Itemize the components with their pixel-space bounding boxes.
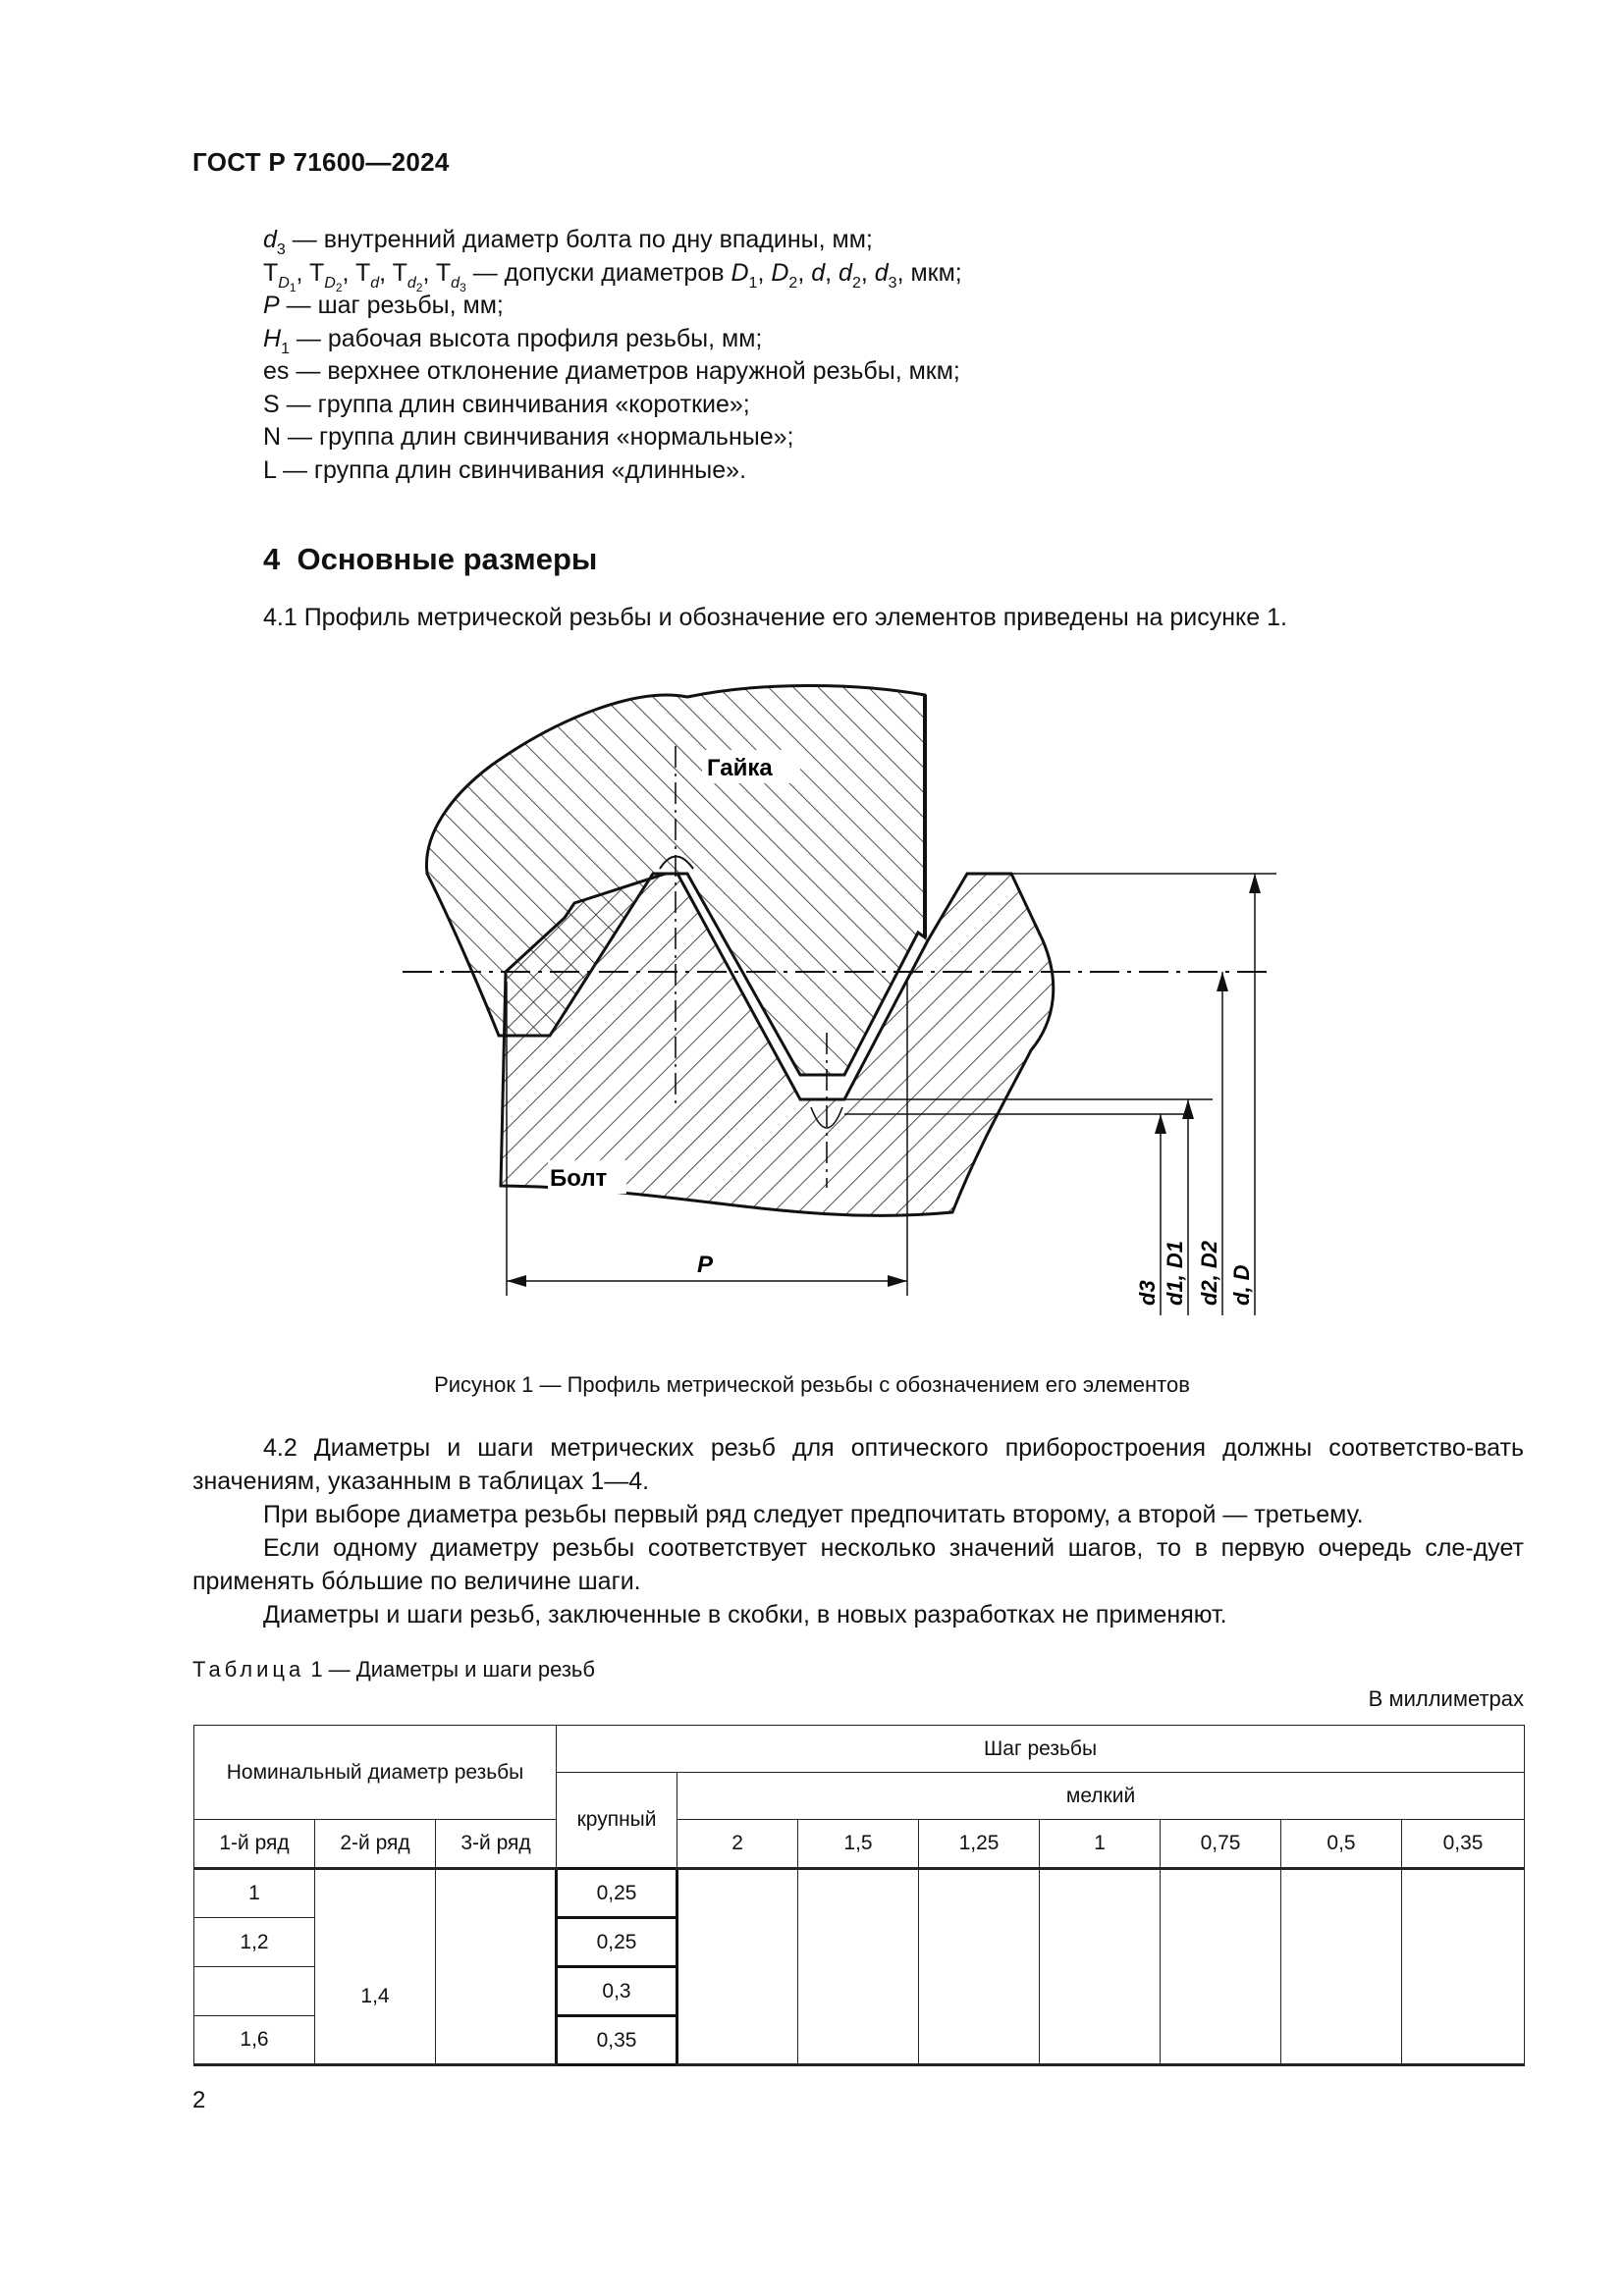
pitch-label: P [697, 1252, 714, 1278]
nut-label: Гайка [707, 755, 773, 781]
header-fine-pitch: 2 [677, 1820, 798, 1869]
header-fine-pitch: 0,75 [1161, 1820, 1281, 1869]
legend-text: допуски диаметров [504, 258, 725, 287]
legend-text: группа длин свинчивания «короткие»; [317, 390, 750, 418]
paragraph: При выборе диаметра резьбы первый ряд следует предпочитать второму, а второй — третьему. [263, 1501, 1364, 1528]
legend-line-p: P — шаг резьбы, мм; [263, 292, 504, 319]
header-fine-pitch: 0,35 [1402, 1820, 1525, 1869]
header-coarse: крупный [557, 1773, 677, 1869]
page-number: 2 [192, 2087, 206, 2113]
diameters-pitches-table [193, 1725, 1525, 2066]
header-fine-pitch: 1 [1040, 1820, 1161, 1869]
legend-text: верхнее отклонение диаметров наружной резьбы, мкм; [327, 357, 960, 385]
header-nominal-diameter: Номинальный диаметр резьбы [194, 1726, 557, 1820]
legend-text: рабочая высота профиля резьбы, мм; [327, 324, 763, 352]
paragraph: Диаметры и шаги резьб, заключенные в скобки, в новых разработках не применяют. [263, 1601, 1227, 1629]
header-fine: мелкий [677, 1773, 1525, 1820]
header-pitch: Шаг резьбы [557, 1726, 1525, 1773]
document-header: ГОСТ Р 71600—2024 [192, 147, 450, 177]
paragraph: Если одному диаметру резьбы соответствует несколько значений шагов, то в первую очередь сле-дует применять бóльшие по величине шаги. [192, 1534, 1524, 1595]
table-units: В миллиметрах [1368, 1686, 1524, 1711]
legend-line-h1: $H_1$ — рабочая высота профиля резьбы, мм; [263, 324, 763, 357]
header-row-3: 3-й ряд [436, 1820, 557, 1869]
legend-line-n: N — группа длин свинчивания «нормальные»; [263, 423, 794, 451]
dim-label-d2: d2, D2 [1197, 1240, 1221, 1306]
header-row-1: 1-й ряд [194, 1820, 315, 1869]
row3-cell [436, 1869, 557, 2065]
table-row: 1 1,4 0,25 [194, 1869, 1525, 1918]
row2-cell: 1,4 [315, 1869, 436, 2065]
table-row: 1,2 0,25 [194, 1918, 1525, 1967]
thread-profile-figure [383, 677, 1326, 1325]
legend-text: шаг резьбы, мм; [317, 292, 504, 319]
body-text [192, 1431, 1524, 1631]
header-fine-pitch: 1,5 [798, 1820, 919, 1869]
header-fine-pitch: 0,5 [1281, 1820, 1402, 1869]
legend-line-l: L — группа длин свинчивания «длинные». [263, 455, 747, 484]
figure-caption: Рисунок 1 — Профиль метрической резьбы с обозначением его элементов [434, 1372, 1190, 1397]
legend-line-s: S — группа длин свинчивания «короткие»; [263, 390, 750, 418]
table-row: 0,3 [194, 1967, 1525, 2016]
section-heading: 4 Основные размеры [263, 542, 598, 576]
legend-line-tolerances: $T_{D_1}$, $T_{D_2}$, $T_d$, $T_{d_2}$, $T_{d_3}$ — допуски диаметров $D_1$, $D_2$, d, $d_2$, $d_3$, мкм; [263, 258, 962, 294]
bolt-label: Болт [550, 1165, 608, 1192]
legend-line-es: es — верхнее отклонение диаметров наружной резьбы, мкм; [263, 357, 960, 385]
dim-label-d1: d1, D1 [1163, 1240, 1187, 1306]
legend-line-d3: $d_3$ — внутренний диаметр болта по дну впадины, мм; [263, 226, 873, 258]
paragraph: 4.2 Диаметры и шаги метрических резьб для оптического приборостроения должны соответство-вать значениям, указанным в таблицах 1—4. [192, 1434, 1524, 1495]
legend-text: группа длин свинчивания «длинные». [313, 455, 747, 484]
paragraph-4-1: 4.1 Профиль метрической резьбы и обозначение его элементов приведены на рисунке 1. [263, 604, 1287, 631]
header-row-2: 2-й ряд [315, 1820, 436, 1869]
dim-label-d3: d3 [1135, 1280, 1160, 1306]
symbols-legend [263, 224, 962, 487]
table-caption: Таблица 1 — Диаметры и шаги резьб [192, 1657, 595, 1682]
table-row: 1,6 0,35 [194, 2016, 1525, 2065]
legend-text: группа длин свинчивания «нормальные»; [318, 423, 794, 451]
header-fine-pitch: 1,25 [919, 1820, 1040, 1869]
dim-label-d: d, D [1229, 1264, 1254, 1306]
legend-symbol: d [263, 226, 277, 253]
legend-text: внутренний диаметр болта по дну впадины, мм; [323, 226, 873, 253]
